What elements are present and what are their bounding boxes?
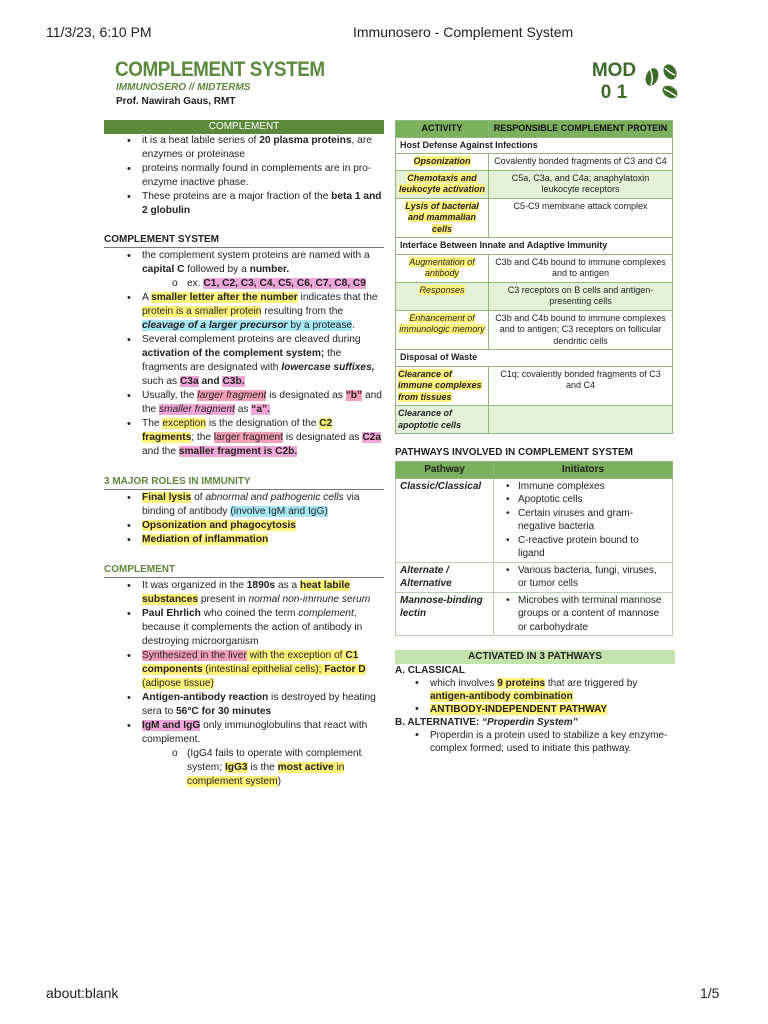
- complement-bar: COMPLEMENT: [104, 120, 384, 134]
- page-title: COMPLEMENT SYSTEM: [115, 58, 325, 81]
- module-number: 0 1: [600, 82, 628, 103]
- list-item: • Microbes with terminal mannose groups or a content of mannose or carbohydrate: [506, 594, 668, 635]
- right-column: [395, 120, 675, 755]
- print-timestamp: 11/3/23, 6:10 PM: [46, 24, 152, 40]
- complement-list: [104, 579, 384, 789]
- pathways-title: PATHWAYS INVOLVED IN COMPLEMENT SYSTEM: [395, 447, 633, 458]
- complement-heading: COMPLEMENT: [104, 557, 384, 578]
- table-row: Lysis of bacterial and mammalian cells C5-C9 membrane attack complex: [396, 198, 673, 238]
- group-label: Host Defense Against Infections: [396, 137, 673, 154]
- alternative-heading: B. ALTERNATIVE: “Properdin System”: [395, 717, 578, 728]
- system-list: [104, 249, 384, 459]
- col-activity: ACTIVITY: [396, 121, 489, 138]
- page-number: 1/5: [700, 985, 720, 1001]
- page-subtitle: IMMUNOSERO // MIDTERMS: [116, 82, 251, 93]
- list-item: • Mediation of inflammation: [127, 533, 384, 547]
- list-item: • The exception is the designation of the C2 fragments; the larger fragment is designated as C2a and the smaller fragment is C2b.: [127, 417, 384, 459]
- list-item: • Immune complexes: [506, 480, 668, 494]
- list-item: • Apoptotic cells: [506, 493, 668, 507]
- print-doc-title: Immunosero - Complement System: [353, 24, 574, 40]
- list-item: • Usually, the larger fragment is designated as “b” and the smaller fragment as “a”.: [127, 389, 384, 417]
- list-item: o (IgG4 fails to operate with complement system; IgG3 is the most active in complement system): [172, 747, 384, 789]
- module-badge: [590, 60, 638, 104]
- footer-url: about:blank: [46, 985, 119, 1001]
- list-item: • ANTIBODY-INDEPENDENT PATHWAY: [415, 703, 675, 716]
- table-row: Augmentation of antibody C3b and C4b bound to immune complexes and to antigen: [396, 254, 673, 282]
- table-row: Responses C3 receptors on B cells and antigen-presenting cells: [396, 282, 673, 310]
- list-item: • it is a heat labile series of 20 plasma proteins, are enzymes or proteinase: [127, 134, 384, 162]
- complement-system-heading: COMPLEMENT SYSTEM: [104, 227, 384, 248]
- list-item: • Several complement proteins are cleaved during activation of the complement system; the fragments are designated with lowercase suffixes, such as C3a and C3b.: [127, 333, 384, 389]
- col-protein: RESPONSIBLE COMPLEMENT PROTEIN: [489, 121, 673, 138]
- activated-bar: ACTIVATED IN 3 PATHWAYS: [395, 650, 675, 664]
- table-row: Clearance of apoptotic cells: [396, 406, 673, 434]
- col-pathway: Pathway: [396, 462, 494, 479]
- table-row: Alternate / Alternative • Various bacteria, fungi, viruses, or tumor cells: [396, 562, 673, 592]
- table-row: Clearance of immune complexes from tissues C1q; covalently bonded fragments of C3 and C4: [396, 366, 673, 406]
- list-item: • It was organized in the 1890s as a heat labile substances present in normal non-immune serum: [127, 579, 384, 607]
- list-item: o ex. C1, C2, C3, C4, C5, C6, C7, C8, C9: [172, 277, 384, 291]
- table-row: Opsonization Covalently bonded fragments of C3 and C4: [396, 154, 673, 171]
- roles-list: [104, 491, 384, 547]
- list-item: • IgM and IgG only immunoglobulins that react with complement. o (IgG4 fails to operate with complement system; IgG3 is the most active in complement system): [127, 719, 384, 789]
- list-item: • the complement system proteins are named with a capital C followed by a number. o ex. C1, C2, C3, C4, C5, C6, C7, C8, C9: [127, 249, 384, 291]
- table-header: [396, 121, 673, 138]
- list-item: • These proteins are a major fraction of the beta 1 and 2 globulin: [127, 190, 384, 218]
- roles-heading: 3 MAJOR ROLES IN IMMUNITY: [104, 469, 384, 490]
- activity-table: [395, 120, 673, 434]
- list-item: • Various bacteria, fungi, viruses, or tumor cells: [506, 564, 668, 591]
- list-item: • Properdin is a protein used to stabilize a key enzyme-complex formed; used to initiate this pathway.: [415, 729, 675, 755]
- list-item: • Certain viruses and gram-negative bacteria: [506, 507, 668, 534]
- list-item: • Paul Ehrlich who coined the term complement, because it complements the action of antibody in destroying microorganism: [127, 607, 384, 649]
- list-item: • Antigen-antibody reaction is destroyed by heating sera to 56°C for 30 minutes: [127, 691, 384, 719]
- print-header: [0, 0, 768, 40]
- alternative-list: [395, 729, 675, 755]
- table-row: Chemotaxis and leukocyte activation C5a, C3a, and C4a; anaphylatoxin leukocyte receptors: [396, 170, 673, 198]
- module-label: MOD: [591, 60, 637, 81]
- group-label: Disposal of Waste: [396, 350, 673, 367]
- table-row: Classic/Classical • Immune complexes • Apoptotic cells • Certain viruses and gram-negative bacteria • C-reactive protein bound to ligand: [396, 478, 673, 562]
- list-item: • Synthesized in the liver with the exception of C1 components (intestinal epithelial cells); Factor D (adipose tissue): [127, 649, 384, 691]
- author: Prof. Nawirah Gaus, RMT: [116, 96, 236, 107]
- intro-list: [104, 134, 384, 218]
- group-label: Interface Between Innate and Adaptive Immunity: [396, 238, 673, 255]
- classical-list: [395, 677, 675, 716]
- left-column: [104, 120, 384, 789]
- pathways-table: [395, 461, 673, 636]
- classical-heading: A. CLASSICAL: [395, 665, 465, 676]
- list-item: • A smaller letter after the number indicates that the protein is a smaller protein resulting from the cleavage of a larger precursor by a protease.: [127, 291, 384, 333]
- list-item: • C-reactive protein bound to ligand: [506, 534, 668, 561]
- list-item: • proteins normally found in complements are in pro-enzyme inactive phase.: [127, 162, 384, 190]
- table-header: [396, 462, 673, 479]
- list-item: • Opsonization and phagocytosis: [127, 519, 384, 533]
- table-row: Enhancement of immunologic memory C3b and C4b bound to immune complexes and to antigen; C3 receptors on follicular dendritic cells: [396, 310, 673, 350]
- table-row: Mannose-binding lectin • Microbes with terminal mannose groups or a content of mannose or carbohydrate: [396, 592, 673, 636]
- list-item: • which involves 9 proteins that are triggered by antigen-antibody combination: [415, 677, 675, 703]
- coffee-beans-icon: [640, 62, 686, 102]
- col-initiators: Initiators: [494, 462, 673, 479]
- list-item: • Final lysis of abnormal and pathogenic cells via binding of antibody (involve IgM and IgG): [127, 491, 384, 519]
